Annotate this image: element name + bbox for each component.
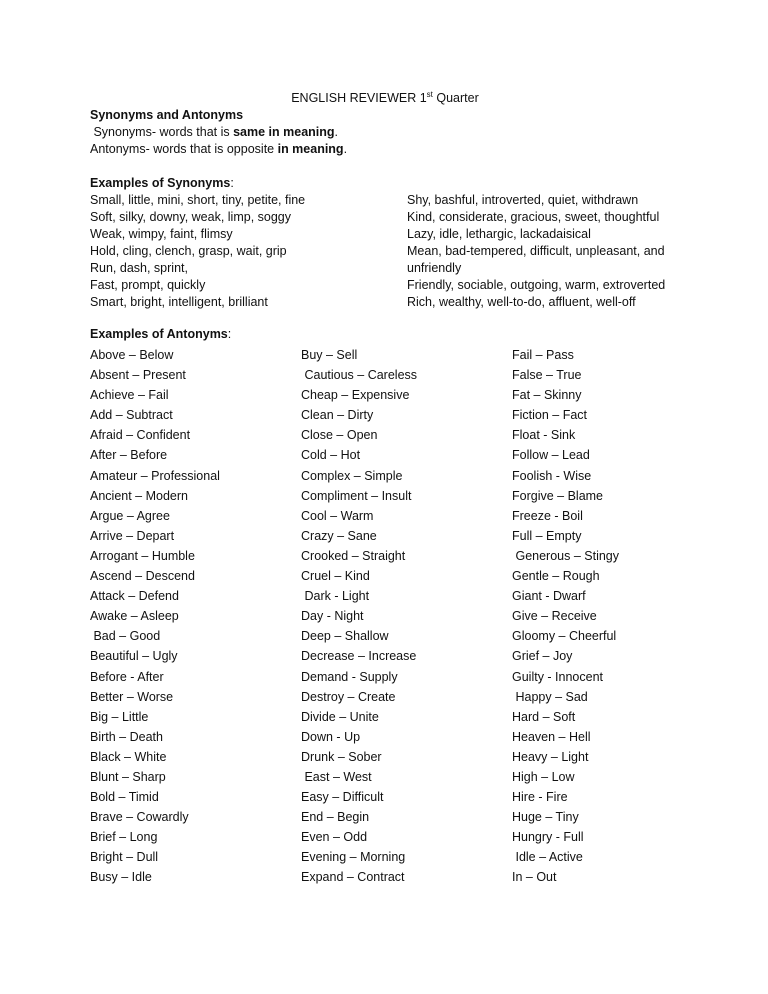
antonym-pair: Blunt – Sharp: [90, 769, 166, 784]
antonym-pair: Close – Open: [301, 428, 378, 443]
antonym-pair: Down - Up: [301, 729, 361, 744]
antonym-pair: Generous – Stingy: [512, 548, 620, 563]
antonym-pair: In – Out: [512, 870, 557, 885]
antonym-pair: Dark - Light: [301, 589, 370, 604]
antonym-pair: Fail – Pass: [512, 348, 574, 362]
antonym-pair: Foolish - Wise: [512, 468, 592, 483]
antonym-pair: Deep – Shallow: [301, 629, 389, 644]
antonym-pair: Complex – Simple: [301, 468, 403, 483]
antonym-pair: Idle – Active: [512, 850, 583, 865]
synonyms-definition: Synonyms- words that is same in meaning.: [90, 125, 339, 139]
antonym-pair: Ascend – Descend: [90, 569, 195, 584]
antonym-pair: Awake – Asleep: [90, 609, 179, 624]
synonym-group: Mean, bad-tempered, difficult, unpleasant, and: [407, 244, 665, 258]
antonym-pair: Heavy – Light: [512, 749, 589, 764]
antonym-pair: Drunk – Sober: [301, 749, 382, 764]
antonym-pair: Follow – Lead: [512, 448, 590, 463]
antonym-pair: Brave – Cowardly: [90, 810, 189, 825]
antonym-pair: Big – Little: [90, 709, 149, 724]
antonym-pair: Happy – Sad: [512, 689, 588, 704]
antonym-pair: Compliment – Insult: [301, 488, 412, 503]
synonym-group: Smart, bright, intelligent, brilliant: [90, 295, 268, 309]
antonym-pair: Above – Below: [90, 348, 174, 362]
antonym-pair: Evening – Morning: [301, 850, 406, 865]
antonym-pair: Attack – Defend: [90, 589, 179, 604]
antonym-pair: Demand - Supply: [301, 669, 398, 684]
antonym-pair: Cool – Warm: [301, 508, 374, 523]
antonym-pair: Before - After: [90, 669, 164, 684]
antonym-pair: Huge – Tiny: [512, 810, 579, 825]
antonym-pair: Hungry - Full: [512, 830, 584, 845]
antonym-pair: Guilty - Innocent: [512, 669, 604, 684]
antonym-pair: Arrive – Depart: [90, 528, 175, 543]
synonym-group: Small, little, mini, short, tiny, petite, fine: [90, 193, 306, 207]
antonym-pair: Cruel – Kind: [301, 569, 370, 584]
antonym-pair: Grief – Joy: [512, 649, 573, 664]
antonym-pair: Heaven – Hell: [512, 729, 591, 744]
antonym-pair: Divide – Unite: [301, 709, 379, 724]
antonyms-column-3: [512, 347, 619, 890]
antonym-pair: Day - Night: [301, 609, 364, 624]
antonym-pair: Beautiful – Ugly: [90, 649, 178, 664]
antonym-pair: False – True: [512, 368, 582, 383]
section-heading: Synonyms and Antonyms: [90, 108, 244, 122]
antonym-pair: Gentle – Rough: [512, 569, 600, 584]
antonym-pair: Clean – Dirty: [301, 408, 374, 423]
antonym-pair: Destroy – Create: [301, 689, 396, 704]
antonyms-column-2: [301, 347, 417, 890]
antonym-pair: Crazy – Sane: [301, 528, 377, 543]
antonym-pair: Better – Worse: [90, 689, 174, 704]
antonym-pair: Brief – Long: [90, 830, 158, 845]
synonyms-examples-heading: Examples of Synonyms:: [90, 176, 234, 190]
antonyms-column-1: [90, 347, 220, 890]
synonyms-right-column: [407, 192, 665, 311]
antonym-pair: Argue – Agree: [90, 508, 170, 523]
antonyms-definition: Antonyms- words that is opposite in meaning.: [90, 142, 348, 156]
synonym-group: Weak, wimpy, faint, flimsy: [90, 227, 233, 241]
antonym-pair: Cautious – Careless: [301, 368, 418, 383]
antonym-pair: Giant - Dwarf: [512, 589, 586, 604]
antonym-pair: Easy – Difficult: [301, 790, 384, 805]
synonym-group: Hold, cling, clench, grasp, wait, grip: [90, 244, 287, 258]
synonym-group: Fast, prompt, quickly: [90, 278, 206, 292]
synonym-group: Soft, silky, downy, weak, limp, soggy: [90, 210, 292, 224]
antonym-pair: Hire - Fire: [512, 790, 568, 805]
antonym-pair: Birth – Death: [90, 729, 163, 744]
antonym-pair: Full – Empty: [512, 528, 582, 543]
antonym-pair: Black – White: [90, 749, 167, 764]
synonym-group: Friendly, sociable, outgoing, warm, extroverted: [407, 278, 666, 292]
antonym-pair: Freeze - Boil: [512, 508, 583, 523]
antonym-pair: Absent – Present: [90, 368, 186, 383]
antonym-pair: Decrease – Increase: [301, 649, 417, 664]
antonym-pair: Even – Odd: [301, 830, 368, 845]
antonym-pair: After – Before: [90, 448, 168, 463]
antonym-pair: Hard – Soft: [512, 709, 576, 724]
antonym-pair: Cold – Hot: [301, 448, 361, 463]
antonyms-examples-heading: Examples of Antonyms:: [90, 327, 232, 341]
synonym-group: Run, dash, sprint,: [90, 261, 188, 275]
antonym-pair: Expand – Contract: [301, 870, 405, 885]
antonym-pair: Bold – Timid: [90, 790, 159, 805]
antonym-pair: Achieve – Fail: [90, 388, 169, 403]
antonym-pair: Arrogant – Humble: [90, 548, 195, 563]
synonym-group: Kind, considerate, gracious, sweet, thoughtful: [407, 210, 660, 224]
antonym-pair: Bright – Dull: [90, 850, 159, 865]
antonym-pair: Bad – Good: [90, 629, 161, 644]
antonym-pair: Ancient – Modern: [90, 488, 188, 503]
synonym-group: Rich, wealthy, well-to-do, affluent, well-off: [407, 295, 636, 309]
synonyms-left-column: [90, 192, 305, 311]
antonym-pair: Add – Subtract: [90, 408, 173, 423]
antonym-pair: Fat – Skinny: [512, 388, 582, 403]
synonym-group: Shy, bashful, introverted, quiet, withdrawn: [407, 193, 639, 207]
antonym-pair: Cheap – Expensive: [301, 388, 410, 403]
synonym-group: Lazy, idle, lethargic, lackadaisical: [407, 227, 591, 241]
antonym-pair: Give – Receive: [512, 609, 597, 624]
antonym-pair: Amateur – Professional: [90, 468, 220, 483]
page-title: ENGLISH REVIEWER 1st Quarter: [291, 90, 479, 105]
antonym-pair: Busy – Idle: [90, 870, 152, 885]
antonym-pair: Float - Sink: [512, 428, 576, 443]
antonym-pair: Gloomy – Cheerful: [512, 629, 617, 644]
antonym-pair: East – West: [301, 769, 372, 784]
antonym-pair: Buy – Sell: [301, 348, 358, 362]
synonym-group: unfriendly: [407, 261, 462, 275]
antonym-pair: High – Low: [512, 769, 575, 784]
antonym-pair: Forgive – Blame: [512, 488, 604, 503]
antonym-pair: Crooked – Straight: [301, 548, 406, 563]
antonym-pair: End – Begin: [301, 810, 370, 825]
antonym-pair: Fiction – Fact: [512, 408, 588, 423]
antonym-pair: Afraid – Confident: [90, 428, 191, 443]
